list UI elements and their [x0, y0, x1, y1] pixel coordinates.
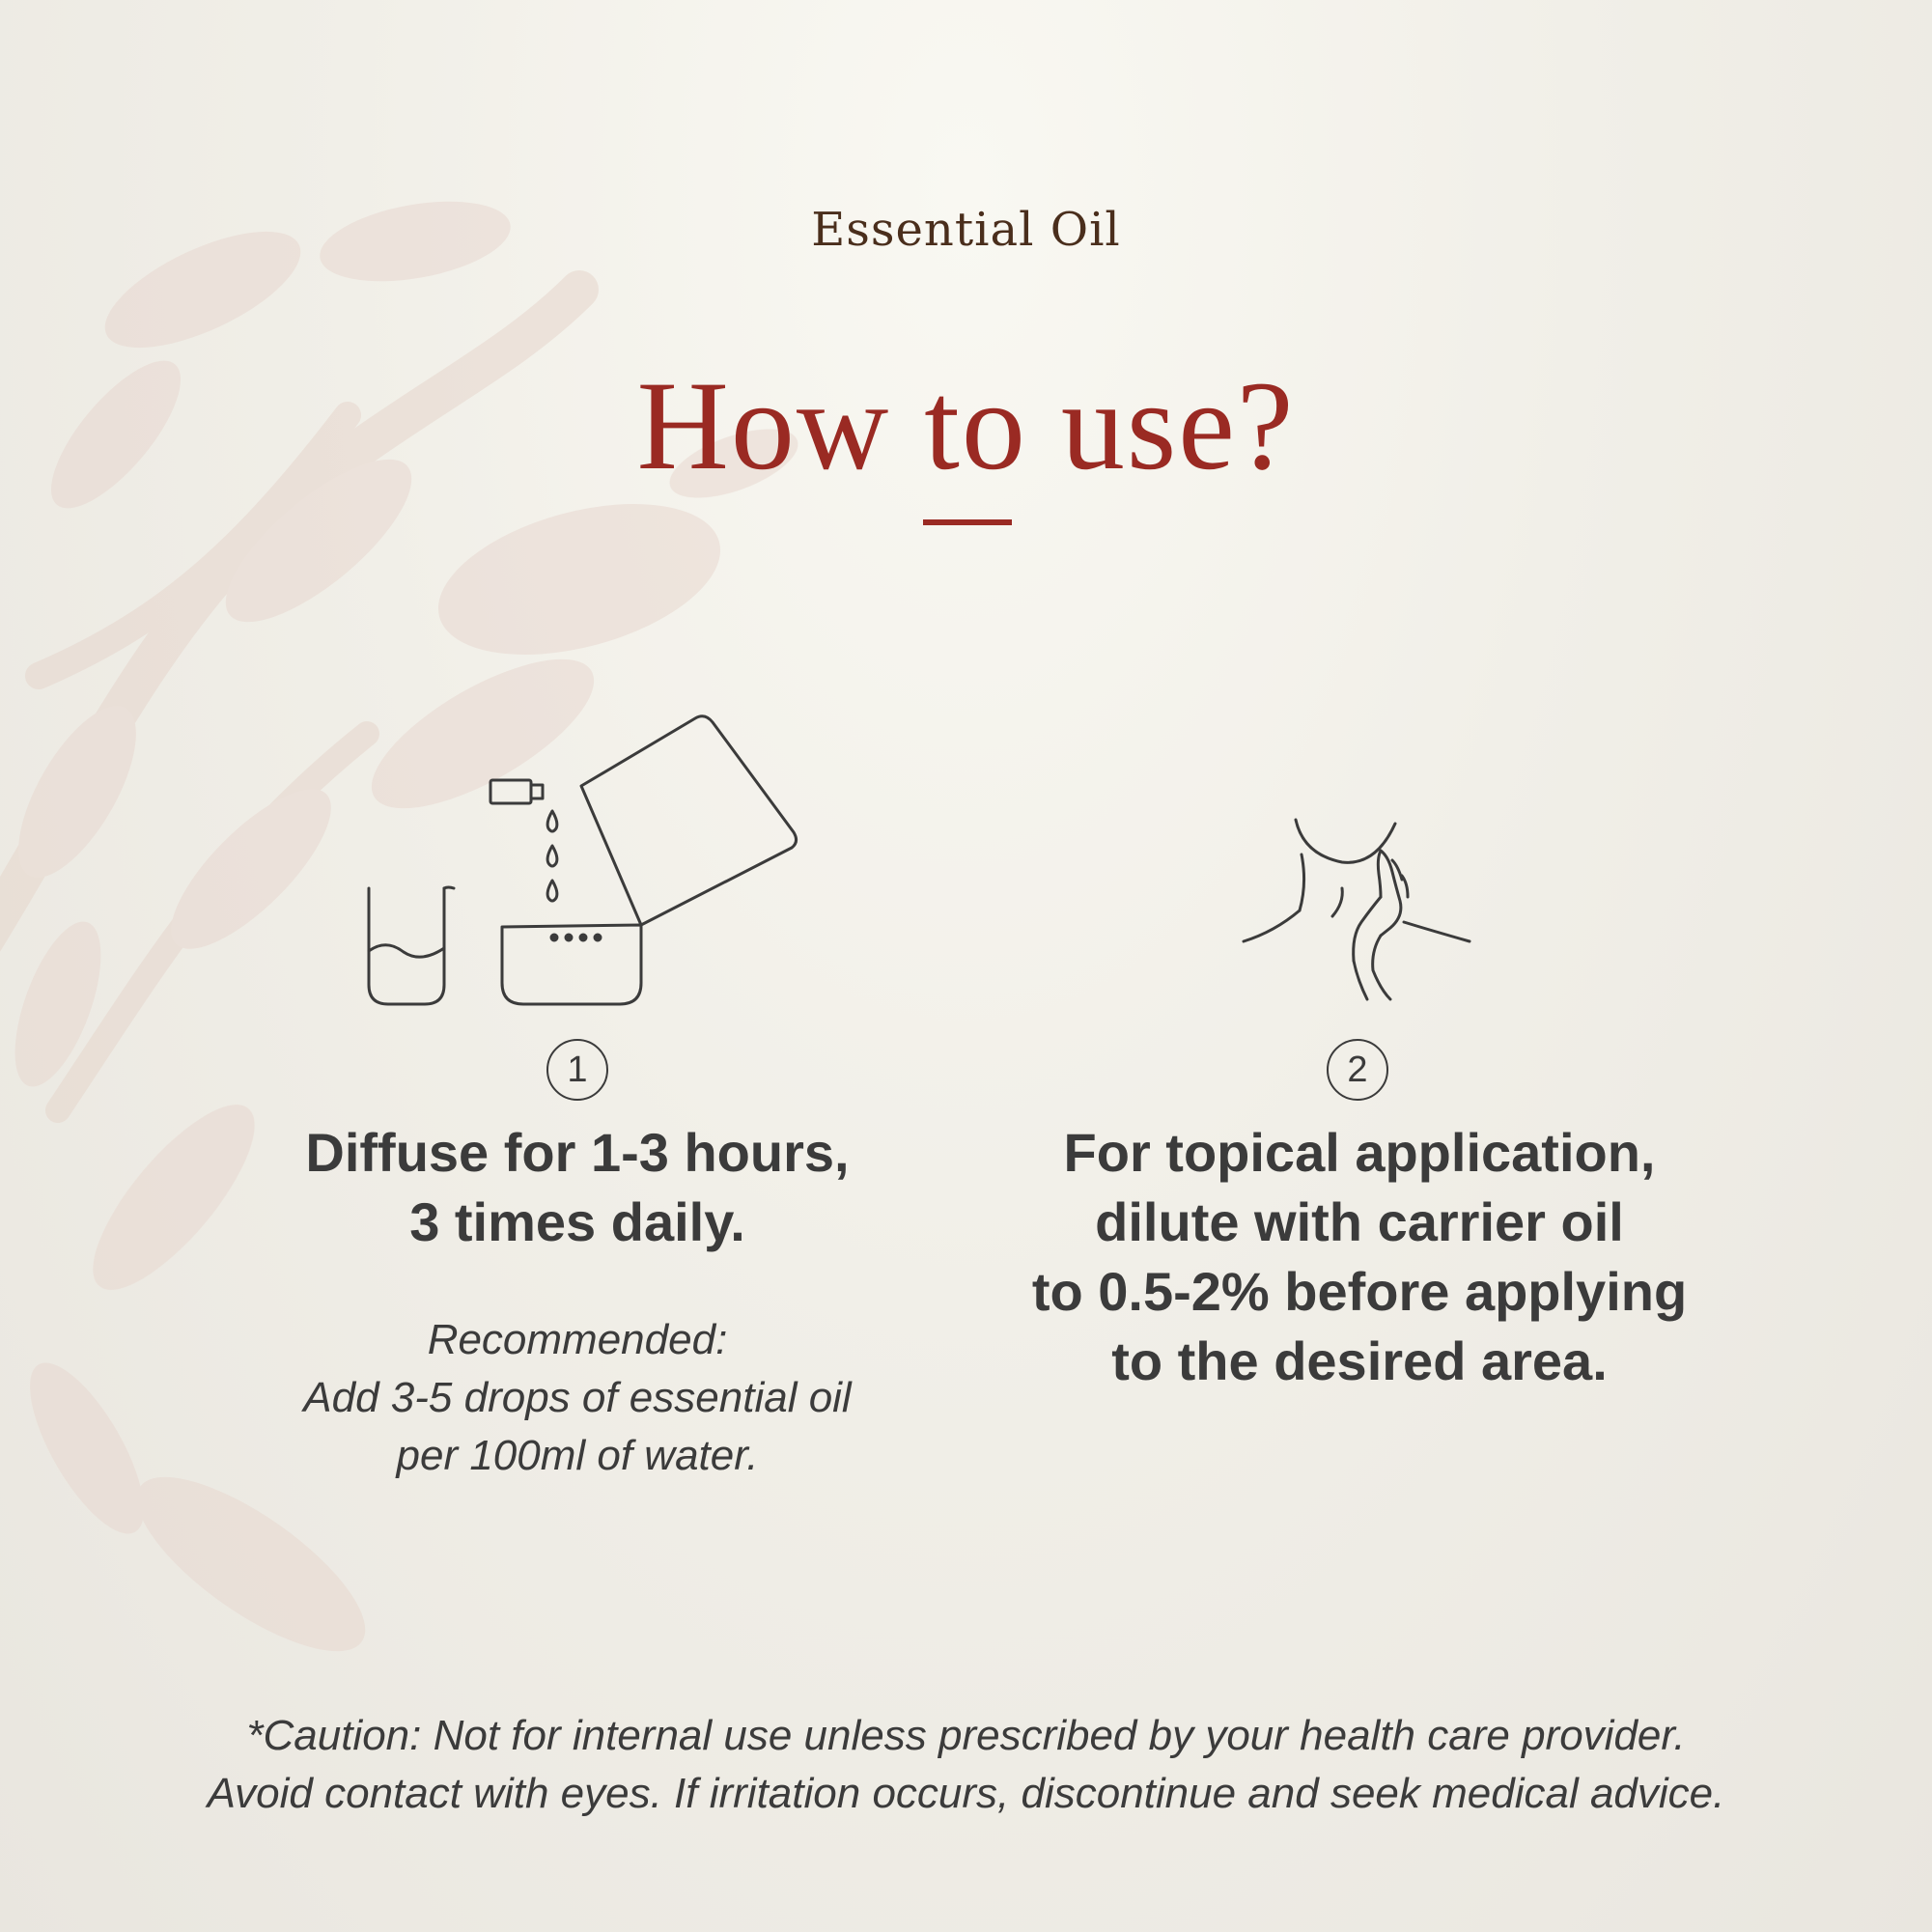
step-2-line-2: dilute with carrier oil [1095, 1191, 1624, 1252]
step-1-sub-line-3: per 100ml of water. [396, 1432, 759, 1479]
step-1-line-1: Diffuse for 1-3 hours, [305, 1122, 850, 1183]
step-2-instruction [985, 1118, 1734, 1396]
step-1-badge [546, 1039, 608, 1101]
step-2-badge [1327, 1039, 1388, 1101]
diffuser-icon [357, 705, 801, 1014]
title-underline-divider [923, 519, 1012, 525]
caution-line-1: *Caution: Not for internal use unless prescribed by your health care provider. [246, 1712, 1686, 1759]
step-1-number: 1 [567, 1050, 588, 1090]
caution-line-2: Avoid contact with eyes. If irritation occurs, discontinue and seek medical advice. [207, 1770, 1725, 1817]
product-kicker: Essential Oil [811, 203, 1121, 257]
step-1-instruction [232, 1118, 923, 1257]
step-2-line-1: For topical application, [1063, 1122, 1656, 1183]
step-1-sub-line-2: Add 3-5 drops of essential oil [303, 1374, 852, 1421]
page-title: How to use? [636, 354, 1296, 496]
step-2-line-3: to 0.5-2% before applying [1031, 1261, 1688, 1322]
neck-massage-icon [1236, 816, 1477, 1009]
step-1-recommendation [232, 1311, 923, 1485]
step-2-number: 2 [1347, 1050, 1368, 1090]
step-2-line-4: to the desired area. [1111, 1330, 1608, 1391]
caution-notice [0, 1707, 1932, 1823]
step-1-line-2: 3 times daily. [409, 1191, 745, 1252]
step-1-sub-line-1: Recommended: [427, 1316, 728, 1363]
